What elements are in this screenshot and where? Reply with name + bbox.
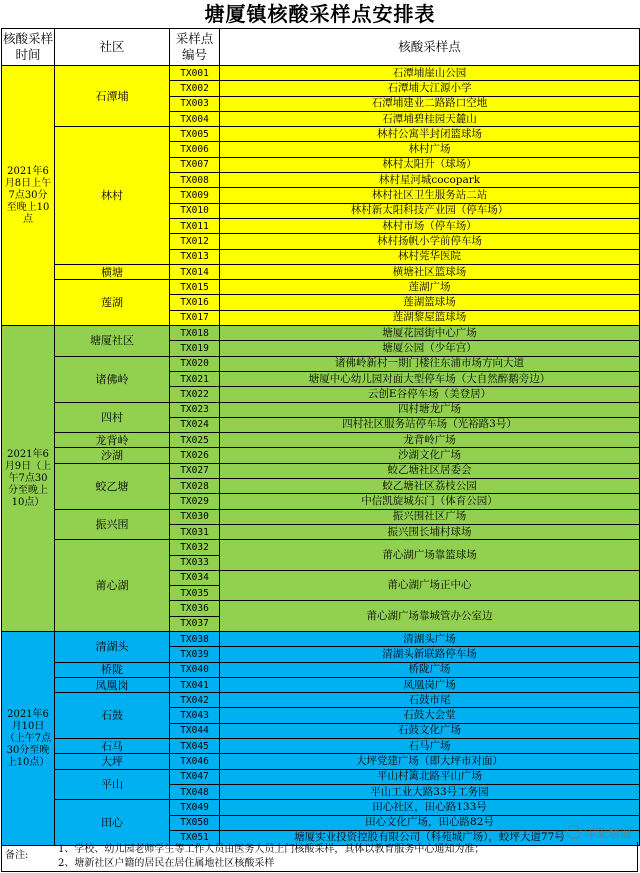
site-name-cell: 塘厦实业投资控股有限公司（科苑城广场），蛟坪大道77号 [220,830,640,845]
table-row [2,693,640,708]
note-line-1: 1、学校、幼儿园老师学生等工作人员由医务人员上门核酸采样，具体以教育服务中心通知为准； [58,844,485,855]
table-row [2,326,640,341]
site-name-cell: 平山村篱北路平山广场 [220,769,640,784]
site-code-cell: TX006 [170,142,220,157]
table-row [2,280,640,295]
site-name-cell: 蛟乙塘社区居委会 [220,463,640,478]
site-code-cell: TX028 [170,479,220,494]
community-cell: 塘厦社区 [55,326,170,357]
site-code-cell: TX037 [170,616,220,631]
site-code-cell: TX023 [170,402,220,417]
table-row [2,448,640,463]
site-name-cell: 莆心湖广场正中心 [220,570,640,601]
site-name-cell: 林村新太阳科技产业园（停车场） [220,203,640,218]
site-name-cell: 四村塘龙广场 [220,402,640,417]
site-code-cell: TX033 [170,555,220,570]
site-name-cell: 蛟乙塘社区荔枝公园 [220,479,640,494]
site-name-cell: 石鼓市尾 [220,693,640,708]
note-label: 备注: [5,850,29,861]
site-code-cell: TX045 [170,739,220,754]
site-name-cell: 凤凰岗广场 [220,677,640,692]
site-code-cell: TX049 [170,800,220,815]
schedule-date-cell: 2021年6月10日（上午7点30分至晚上10点） [2,631,55,845]
site-name-cell: 石鼓大会堂 [220,708,640,723]
schedule-date-cell: 2021年6月8日上午7点30分至晚上10点 [2,66,55,326]
site-code-cell: TX005 [170,127,220,142]
site-code-cell: TX019 [170,341,220,356]
site-code-cell: TX034 [170,570,220,585]
community-cell: 平山 [55,769,170,800]
site-code-cell: TX027 [170,463,220,478]
site-name-cell: 诸佛岭新村一期门楼往东浦市场方向大道 [220,356,640,371]
table-row [2,739,640,754]
site-code-cell: TX046 [170,754,220,769]
site-name-cell: 石潭埔碧桂园天麓山 [220,111,640,126]
site-code-cell: TX021 [170,371,220,386]
site-name-cell: 龙背岭广场 [220,433,640,448]
community-cell: 横塘 [55,264,170,279]
site-name-cell: 清湖头新联路停车场 [220,647,640,662]
table-row [2,540,640,555]
community-cell: 大坪 [55,754,170,769]
table-row [2,769,640,784]
site-name-cell: 林村社区卫生服务站二站 [220,188,640,203]
community-cell: 田心 [55,800,170,846]
watermark-text: 印象塘厦 [583,826,632,840]
table-row [2,127,640,142]
community-cell: 石潭埔 [55,66,170,127]
table-body [2,66,640,846]
site-name-cell: 四村社区服务站停车场（光裕路3号） [220,417,640,432]
site-name-cell: 塘厦中心幼儿园对面大型停车场（大自然醉鹅旁边） [220,371,640,386]
site-code-cell: TX025 [170,433,220,448]
site-code-cell: TX035 [170,586,220,601]
site-code-cell: TX050 [170,815,220,830]
community-cell: 林村 [55,127,170,265]
header-time-label: 核酸采样时间 [2,31,53,62]
site-code-cell: TX007 [170,157,220,172]
community-cell: 龙背岭 [55,433,170,448]
site-code-cell: TX015 [170,280,220,295]
site-name-cell: 莆心湖广场靠篮球场 [220,540,640,571]
site-name-cell: 沙湖文化广场 [220,448,640,463]
site-name-cell: 莲湖广场 [220,280,640,295]
site-name-cell: 振兴围社区广场 [220,509,640,524]
table-row [2,463,640,478]
site-code-cell: TX038 [170,631,220,646]
site-code-cell: TX008 [170,173,220,188]
site-code-cell: TX039 [170,647,220,662]
site-code-cell: TX032 [170,540,220,555]
table-row [2,402,640,417]
site-name-cell: 塘厦花园街中心广场 [220,326,640,341]
site-name-cell: 林村公寓半封闭篮球场 [220,127,640,142]
site-code-cell: TX043 [170,708,220,723]
schedule-table [1,28,640,846]
site-code-cell: TX013 [170,249,220,264]
note-line-2: 2、塘新社区户籍的居民在居住属地社区核酸采样 [58,858,275,869]
site-code-cell: TX026 [170,448,220,463]
table-row [2,662,640,677]
site-code-cell: TX051 [170,830,220,845]
site-name-cell: 云创E谷停车场（美登居） [220,387,640,402]
site-code-cell: TX016 [170,295,220,310]
site-name-cell: 中信凯旋城东门（体育公园） [220,494,640,509]
site-name-cell: 桥陇广场 [220,662,640,677]
site-name-cell: 林村莞华医院 [220,249,640,264]
table-row [2,631,640,646]
table-row [2,356,640,371]
table-row [2,754,640,769]
site-name-cell: 莆心湖广场靠城管办公室边 [220,601,640,632]
site-name-cell: 莲湖黎屋篮球场 [220,310,640,325]
site-name-cell: 林村太阳升（球场） [220,157,640,172]
site-name-cell: 塘厦公园（少年宫） [220,341,640,356]
watermark [567,824,632,841]
site-name-cell: 石潭埔大江源小学 [220,81,640,96]
site-name-cell: 石潭埔建业二路路口空地 [220,96,640,111]
site-code-cell: TX002 [170,81,220,96]
header-community: 社区 [55,29,170,66]
site-code-cell: TX020 [170,356,220,371]
note-box [1,842,638,872]
header-time [2,29,55,66]
site-code-cell: TX042 [170,693,220,708]
site-name-cell: 林村市场（停车场） [220,218,640,233]
site-code-cell: TX003 [170,96,220,111]
site-code-cell: TX014 [170,264,220,279]
site-name-cell: 石鼓文化广场 [220,723,640,738]
site-code-cell: TX029 [170,494,220,509]
table-row [2,677,640,692]
table-row [2,66,640,81]
site-name-cell: 田心文化广场，田心路82号 [220,815,640,830]
header-code-label: 采样点编号 [175,31,214,62]
site-code-cell: TX018 [170,326,220,341]
header-code [170,29,220,66]
community-cell: 桥陇 [55,662,170,677]
site-code-cell: TX030 [170,509,220,524]
table-row [2,264,640,279]
site-name-cell: 莲湖篮球场 [220,295,640,310]
table-row [2,800,640,815]
site-code-cell: TX017 [170,310,220,325]
site-code-cell: TX001 [170,66,220,81]
site-code-cell: TX044 [170,723,220,738]
site-code-cell: TX041 [170,677,220,692]
site-name-cell: 横塘社区篮球场 [220,264,640,279]
site-code-cell: TX004 [170,111,220,126]
site-name-cell: 石潭埔崖山公园 [220,66,640,81]
site-name-cell: 平山工业大路33号工务园 [220,784,640,799]
site-name-cell: 田心社区，田心路133号 [220,800,640,815]
site-code-cell: TX022 [170,387,220,402]
site-code-cell: TX048 [170,784,220,799]
site-code-cell: TX024 [170,417,220,432]
watermark-logo-icon [567,825,581,839]
community-cell: 清湖头 [55,631,170,662]
site-name-cell: 林村星河城cocopark [220,173,640,188]
site-name-cell: 振兴围长埔村球场 [220,524,640,539]
schedule-date-cell: 2021年6月9日（上午7点30分至晚上10点） [2,326,55,632]
site-name-cell: 大坪党建广场（即大坪市对面） [220,754,640,769]
site-code-cell: TX031 [170,524,220,539]
community-cell: 莲湖 [55,280,170,326]
table-row [2,509,640,524]
table-row [2,433,640,448]
site-code-cell: TX036 [170,601,220,616]
header-site: 核酸采样点 [220,29,640,66]
site-name-cell: 林村扬帆小学前停车场 [220,234,640,249]
site-code-cell: TX009 [170,188,220,203]
community-cell: 四村 [55,402,170,433]
site-code-cell: TX040 [170,662,220,677]
site-name-cell: 清湖头广场 [220,631,640,646]
site-code-cell: TX010 [170,203,220,218]
site-name-cell: 林村广场 [220,142,640,157]
community-cell: 沙湖 [55,448,170,463]
site-code-cell: TX012 [170,234,220,249]
site-code-cell: TX011 [170,218,220,233]
community-cell: 莆心湖 [55,540,170,632]
community-cell: 诸佛岭 [55,356,170,402]
community-cell: 凤凰岗 [55,677,170,692]
community-cell: 石鼓 [55,693,170,739]
site-code-cell: TX047 [170,769,220,784]
community-cell: 蛟乙塘 [55,463,170,509]
community-cell: 石马 [55,739,170,754]
page-title: 塘厦镇核酸采样点安排表 [204,2,436,26]
community-cell: 振兴围 [55,509,170,540]
site-name-cell: 石马广场 [220,739,640,754]
